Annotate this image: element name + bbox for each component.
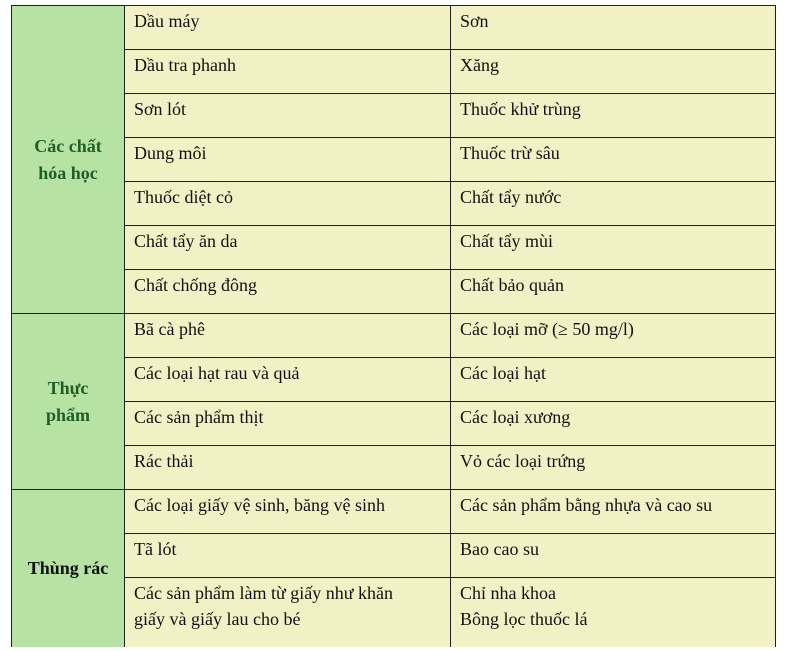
category-label: hóa học	[38, 162, 98, 183]
item-cell	[125, 182, 451, 226]
item-cell	[451, 138, 776, 182]
item-text: Sơn	[460, 11, 489, 31]
item-text: Chất chống đông	[134, 275, 257, 295]
item-cell	[125, 6, 451, 50]
item-text: Tã lót	[134, 539, 177, 559]
item-text: Các loại mỡ (≥ 50 mg/l)	[460, 319, 634, 339]
item-cell	[125, 578, 451, 648]
table-row	[12, 138, 776, 182]
item-cell	[125, 490, 451, 534]
table-row	[12, 226, 776, 270]
table-row	[12, 6, 776, 50]
item-text: Chất tẩy ăn da	[134, 231, 238, 251]
item-text: Chất bảo quản	[460, 275, 564, 295]
item-cell	[451, 270, 776, 314]
item-cell	[451, 6, 776, 50]
item-text: Các sản phẩm thịt	[134, 407, 264, 427]
item-text: Dung môi	[134, 143, 207, 163]
table-row	[12, 358, 776, 402]
table-row	[12, 94, 776, 138]
item-cell	[451, 534, 776, 578]
item-cell	[125, 446, 451, 490]
item-text: Các loại hạt rau và quả	[134, 363, 300, 383]
item-cell	[125, 402, 451, 446]
category-label: Thùng rác	[27, 558, 109, 578]
waste-classification-table	[11, 5, 776, 648]
item-text: Dầu máy	[134, 11, 200, 31]
category-cell-chemicals	[12, 6, 125, 314]
item-cell	[125, 358, 451, 402]
item-text: giấy và giấy lau cho bé	[134, 609, 301, 629]
item-cell	[125, 94, 451, 138]
item-text: Thuốc khử trùng	[460, 99, 581, 119]
item-cell	[451, 50, 776, 94]
item-cell	[451, 358, 776, 402]
table-row	[12, 270, 776, 314]
item-text: Bao cao su	[460, 539, 539, 559]
table-row	[12, 314, 776, 358]
item-text: Rác thải	[134, 451, 194, 471]
table-row	[12, 182, 776, 226]
item-cell	[125, 270, 451, 314]
item-cell	[451, 94, 776, 138]
item-cell	[451, 314, 776, 358]
item-text: Các sản phẩm làm từ giấy như khăn	[134, 583, 393, 603]
category-label: Các chất	[34, 135, 102, 156]
item-text: Thuốc diệt cỏ	[134, 187, 233, 207]
table-row	[12, 402, 776, 446]
item-text: Bông lọc thuốc lá	[460, 609, 588, 629]
page-bottom-edge	[0, 647, 787, 651]
item-cell	[451, 490, 776, 534]
item-text: Các sản phẩm bằng nhựa và cao su	[460, 495, 713, 515]
category-cell-food	[12, 314, 125, 490]
item-text: Các loại giấy vệ sinh, băng vệ sinh	[134, 495, 385, 515]
table-row	[12, 578, 776, 648]
item-text: Chất tẩy mùi	[460, 231, 553, 251]
item-cell	[125, 138, 451, 182]
item-text: Các loại xương	[460, 407, 571, 427]
table-row	[12, 490, 776, 534]
item-text: Chất tẩy nước	[460, 187, 562, 207]
item-text: Dầu tra phanh	[134, 55, 236, 75]
item-cell	[125, 314, 451, 358]
item-cell	[125, 50, 451, 94]
item-text: Bã cà phê	[134, 319, 205, 339]
category-label: phẩm	[45, 404, 90, 425]
table-row	[12, 534, 776, 578]
item-text: Sơn lót	[134, 99, 187, 119]
table-row	[12, 446, 776, 490]
item-cell	[451, 402, 776, 446]
category-label: Thực	[47, 377, 89, 398]
item-text: Vỏ các loại trứng	[460, 451, 586, 471]
table-row	[12, 50, 776, 94]
item-cell	[451, 578, 776, 648]
item-cell	[125, 226, 451, 270]
item-text: Xăng	[460, 55, 499, 75]
item-cell	[125, 534, 451, 578]
item-cell	[451, 182, 776, 226]
category-cell-trash	[12, 490, 125, 648]
item-cell	[451, 446, 776, 490]
item-cell	[451, 226, 776, 270]
item-text: Các loại hạt	[460, 363, 546, 383]
item-text: Thuốc trừ sâu	[460, 143, 560, 163]
item-text: Chỉ nha khoa	[460, 583, 556, 603]
